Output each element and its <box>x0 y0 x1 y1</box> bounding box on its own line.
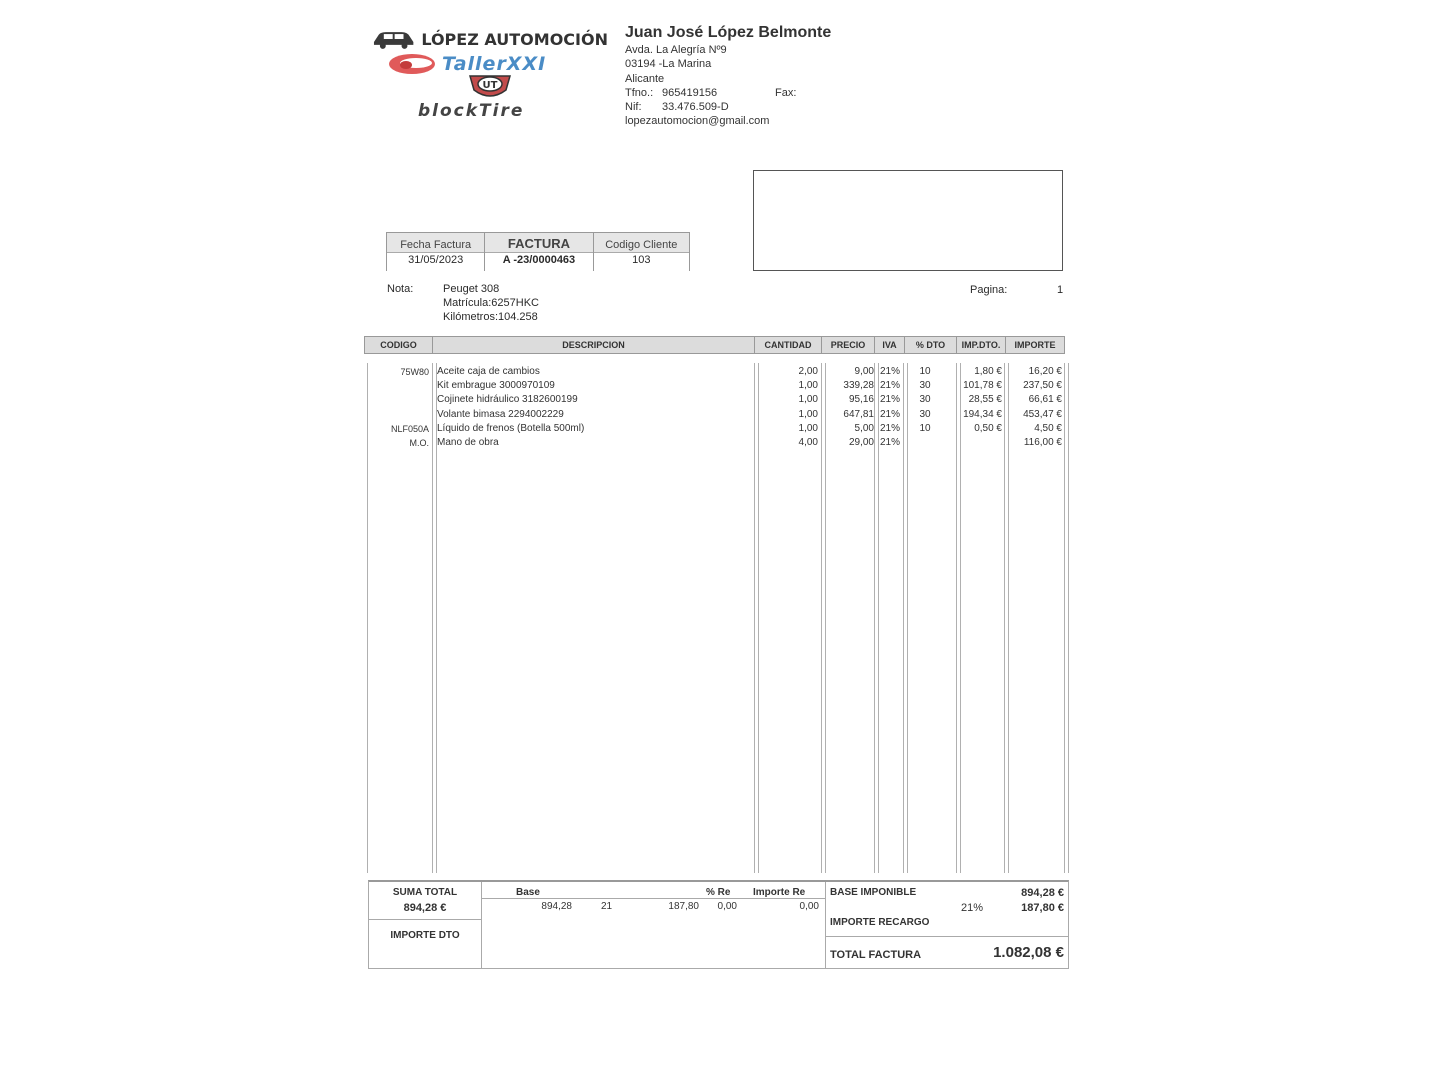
discount-total-label: IMPORTE DTO <box>390 930 460 941</box>
item-vat: 21% <box>879 437 900 448</box>
item-price: 647,81 <box>843 408 874 420</box>
invoice-date-col <box>387 233 485 271</box>
item-discount-pct: 10 <box>919 422 931 434</box>
invoice-date-label: Fecha Factura <box>387 233 484 253</box>
item-amount: 237,50 € <box>1023 380 1062 392</box>
tax-row-pct: 21 <box>601 901 613 912</box>
company-nif-label: Nif: <box>625 101 642 113</box>
tax-row-re-amount: 0,00 <box>799 901 819 912</box>
item-price: 5,00 <box>854 422 874 434</box>
table-column-line <box>1004 363 1005 873</box>
table-column-line <box>821 363 822 873</box>
item-description: Volante bimasa 2294002229 <box>437 408 564 420</box>
item-code: M.O. <box>409 438 429 448</box>
company-postal-city: 03194 -La Marina <box>625 58 712 70</box>
vat-percentage: 21% <box>961 902 984 914</box>
invoice-date: 31/05/2023 <box>408 254 464 266</box>
taller-xxi-logo <box>388 52 608 76</box>
totals-divider <box>825 882 826 969</box>
table-column-line <box>907 363 908 873</box>
invoice-total-label: TOTAL FACTURA <box>830 949 922 961</box>
item-price: 29,00 <box>848 437 874 448</box>
item-vat: 21% <box>879 380 900 392</box>
item-description: Cojinete hidráulico 3182600199 <box>437 394 578 406</box>
item-code: 75W80 <box>400 367 429 377</box>
item-description: Kit embrague 3000970109 <box>437 380 555 392</box>
company-phone: 965419156 <box>662 87 718 99</box>
company-address: Avda. La Alegría Nº9 <box>625 44 727 56</box>
table-column-line <box>754 363 755 873</box>
lopez-automocion-logo <box>372 26 608 52</box>
item-quantity: 4,00 <box>798 437 818 448</box>
sum-total-value: 894,28 € <box>403 902 447 914</box>
item-discount-amount: 0,50 € <box>974 422 1002 434</box>
company-nif: 33.476.509-D <box>662 101 729 113</box>
vat-value: 187,80 € <box>1021 902 1064 914</box>
page-number: 1 <box>1057 284 1064 296</box>
totals-divider <box>826 936 1068 937</box>
re-pct-header: % Re <box>706 887 731 898</box>
header-code: CODIGO <box>365 337 433 353</box>
item-code: NLF050A <box>390 423 429 434</box>
invoice-number: A -23/0000463 <box>502 254 576 266</box>
company-phone-label: Tfno.: <box>625 87 654 99</box>
item-vat: 21% <box>879 394 900 406</box>
header-discount-pct: % DTO <box>905 337 957 353</box>
sum-total-label: SUMA TOTAL <box>392 887 458 898</box>
invoice-header-table <box>386 232 690 271</box>
item-price: 95,16 <box>848 394 874 406</box>
header-vat: IVA <box>875 337 905 353</box>
client-address-box <box>753 170 1063 271</box>
header-discount-amount: IMP.DTO. <box>957 337 1006 353</box>
header-quantity: CANTIDAD <box>755 337 822 353</box>
item-discount-amount: 28,55 € <box>968 394 1002 406</box>
company-email: lopezautomocion@gmail.com <box>625 115 770 127</box>
note-line-km: Kilómetros:104.258 <box>443 311 538 323</box>
table-column-line <box>903 363 904 873</box>
item-description: Líquido de frenos (Botella 500ml) <box>437 422 585 434</box>
tax-row-re-pct: 0,00 <box>717 901 737 912</box>
note-line-vehicle: Peuget 308 <box>443 283 500 295</box>
invoice-title: FACTURA <box>485 233 592 253</box>
header-price: PRECIO <box>822 337 875 353</box>
item-discount-pct: 30 <box>919 380 931 392</box>
table-column-line <box>1068 363 1069 873</box>
ut-emblem-text: UT <box>482 80 498 91</box>
surcharge-label: IMPORTE RECARGO <box>830 917 930 928</box>
client-code-col <box>594 233 689 271</box>
client-code: 103 <box>632 254 651 266</box>
page-label: Pagina: <box>970 284 1008 296</box>
totals-section <box>368 880 1069 969</box>
item-amount: 16,20 € <box>1028 366 1062 377</box>
item-amount: 4,50 € <box>1034 422 1062 434</box>
item-quantity: 1,00 <box>798 380 818 392</box>
item-discount-pct: 30 <box>919 408 931 420</box>
item-price: 339,28 <box>843 380 874 392</box>
car-icon <box>372 29 415 49</box>
re-amount-header: Importe Re <box>753 887 806 898</box>
item-description: Mano de obra <box>437 437 499 448</box>
totals-divider <box>482 898 825 899</box>
item-discount-pct: 10 <box>919 366 931 377</box>
item-quantity: 1,00 <box>798 408 818 420</box>
item-description: Aceite caja de cambios <box>437 366 540 377</box>
table-column-line <box>874 363 875 873</box>
item-discount-pct: 30 <box>919 394 931 406</box>
note-line-plate: Matrícula:6257HKC <box>443 297 539 309</box>
item-vat: 21% <box>879 366 900 377</box>
company-province: Alicante <box>625 73 665 85</box>
item-discount-amount: 1,80 € <box>974 366 1002 377</box>
table-column-line <box>956 363 957 873</box>
item-vat: 21% <box>879 408 900 420</box>
item-amount: 66,61 € <box>1028 394 1062 406</box>
item-quantity: 1,00 <box>798 422 818 434</box>
header-amount: IMPORTE <box>1014 340 1056 350</box>
item-amount: 453,47 € <box>1023 408 1062 420</box>
client-code-label: Codigo Cliente <box>594 233 689 253</box>
company-fax-label: Fax: <box>775 87 797 99</box>
company-name: Juan José López Belmonte <box>625 24 832 41</box>
table-column-line <box>1064 363 1065 873</box>
items-table-header <box>364 336 1065 354</box>
brand-lopez-text: LÓPEZ AUTOMOCIÓN <box>421 29 608 49</box>
item-vat: 21% <box>879 422 900 434</box>
tax-row-tax: 187,80 <box>668 901 699 912</box>
blocktire-logo: blockTire <box>418 101 525 121</box>
totals-divider <box>481 882 482 969</box>
taxable-base-label: BASE IMPONIBLE <box>830 887 917 898</box>
tax-base-header: Base <box>516 887 540 898</box>
table-column-line <box>432 363 433 873</box>
tax-row-base: 894,28 <box>541 901 572 912</box>
item-discount-amount: 194,34 € <box>963 408 1002 420</box>
item-discount-amount: 101,78 € <box>963 380 1002 392</box>
taxable-base-value: 894,28 € <box>1021 887 1064 899</box>
brand-taller-text: TallerXXI <box>442 53 547 75</box>
item-price: 9,00 <box>854 366 874 377</box>
item-quantity: 2,00 <box>798 366 818 377</box>
table-column-line <box>960 363 961 873</box>
note-label: Nota: <box>387 283 414 295</box>
invoice-total-value: 1.082,08 € <box>993 944 1064 961</box>
item-amount: 116,00 € <box>1023 437 1062 448</box>
tire-swoosh-icon <box>388 53 438 75</box>
item-quantity: 1,00 <box>798 394 818 406</box>
totals-divider <box>369 919 481 920</box>
header-description: DESCRIPCION <box>433 337 755 353</box>
invoice-number-col <box>485 233 593 271</box>
